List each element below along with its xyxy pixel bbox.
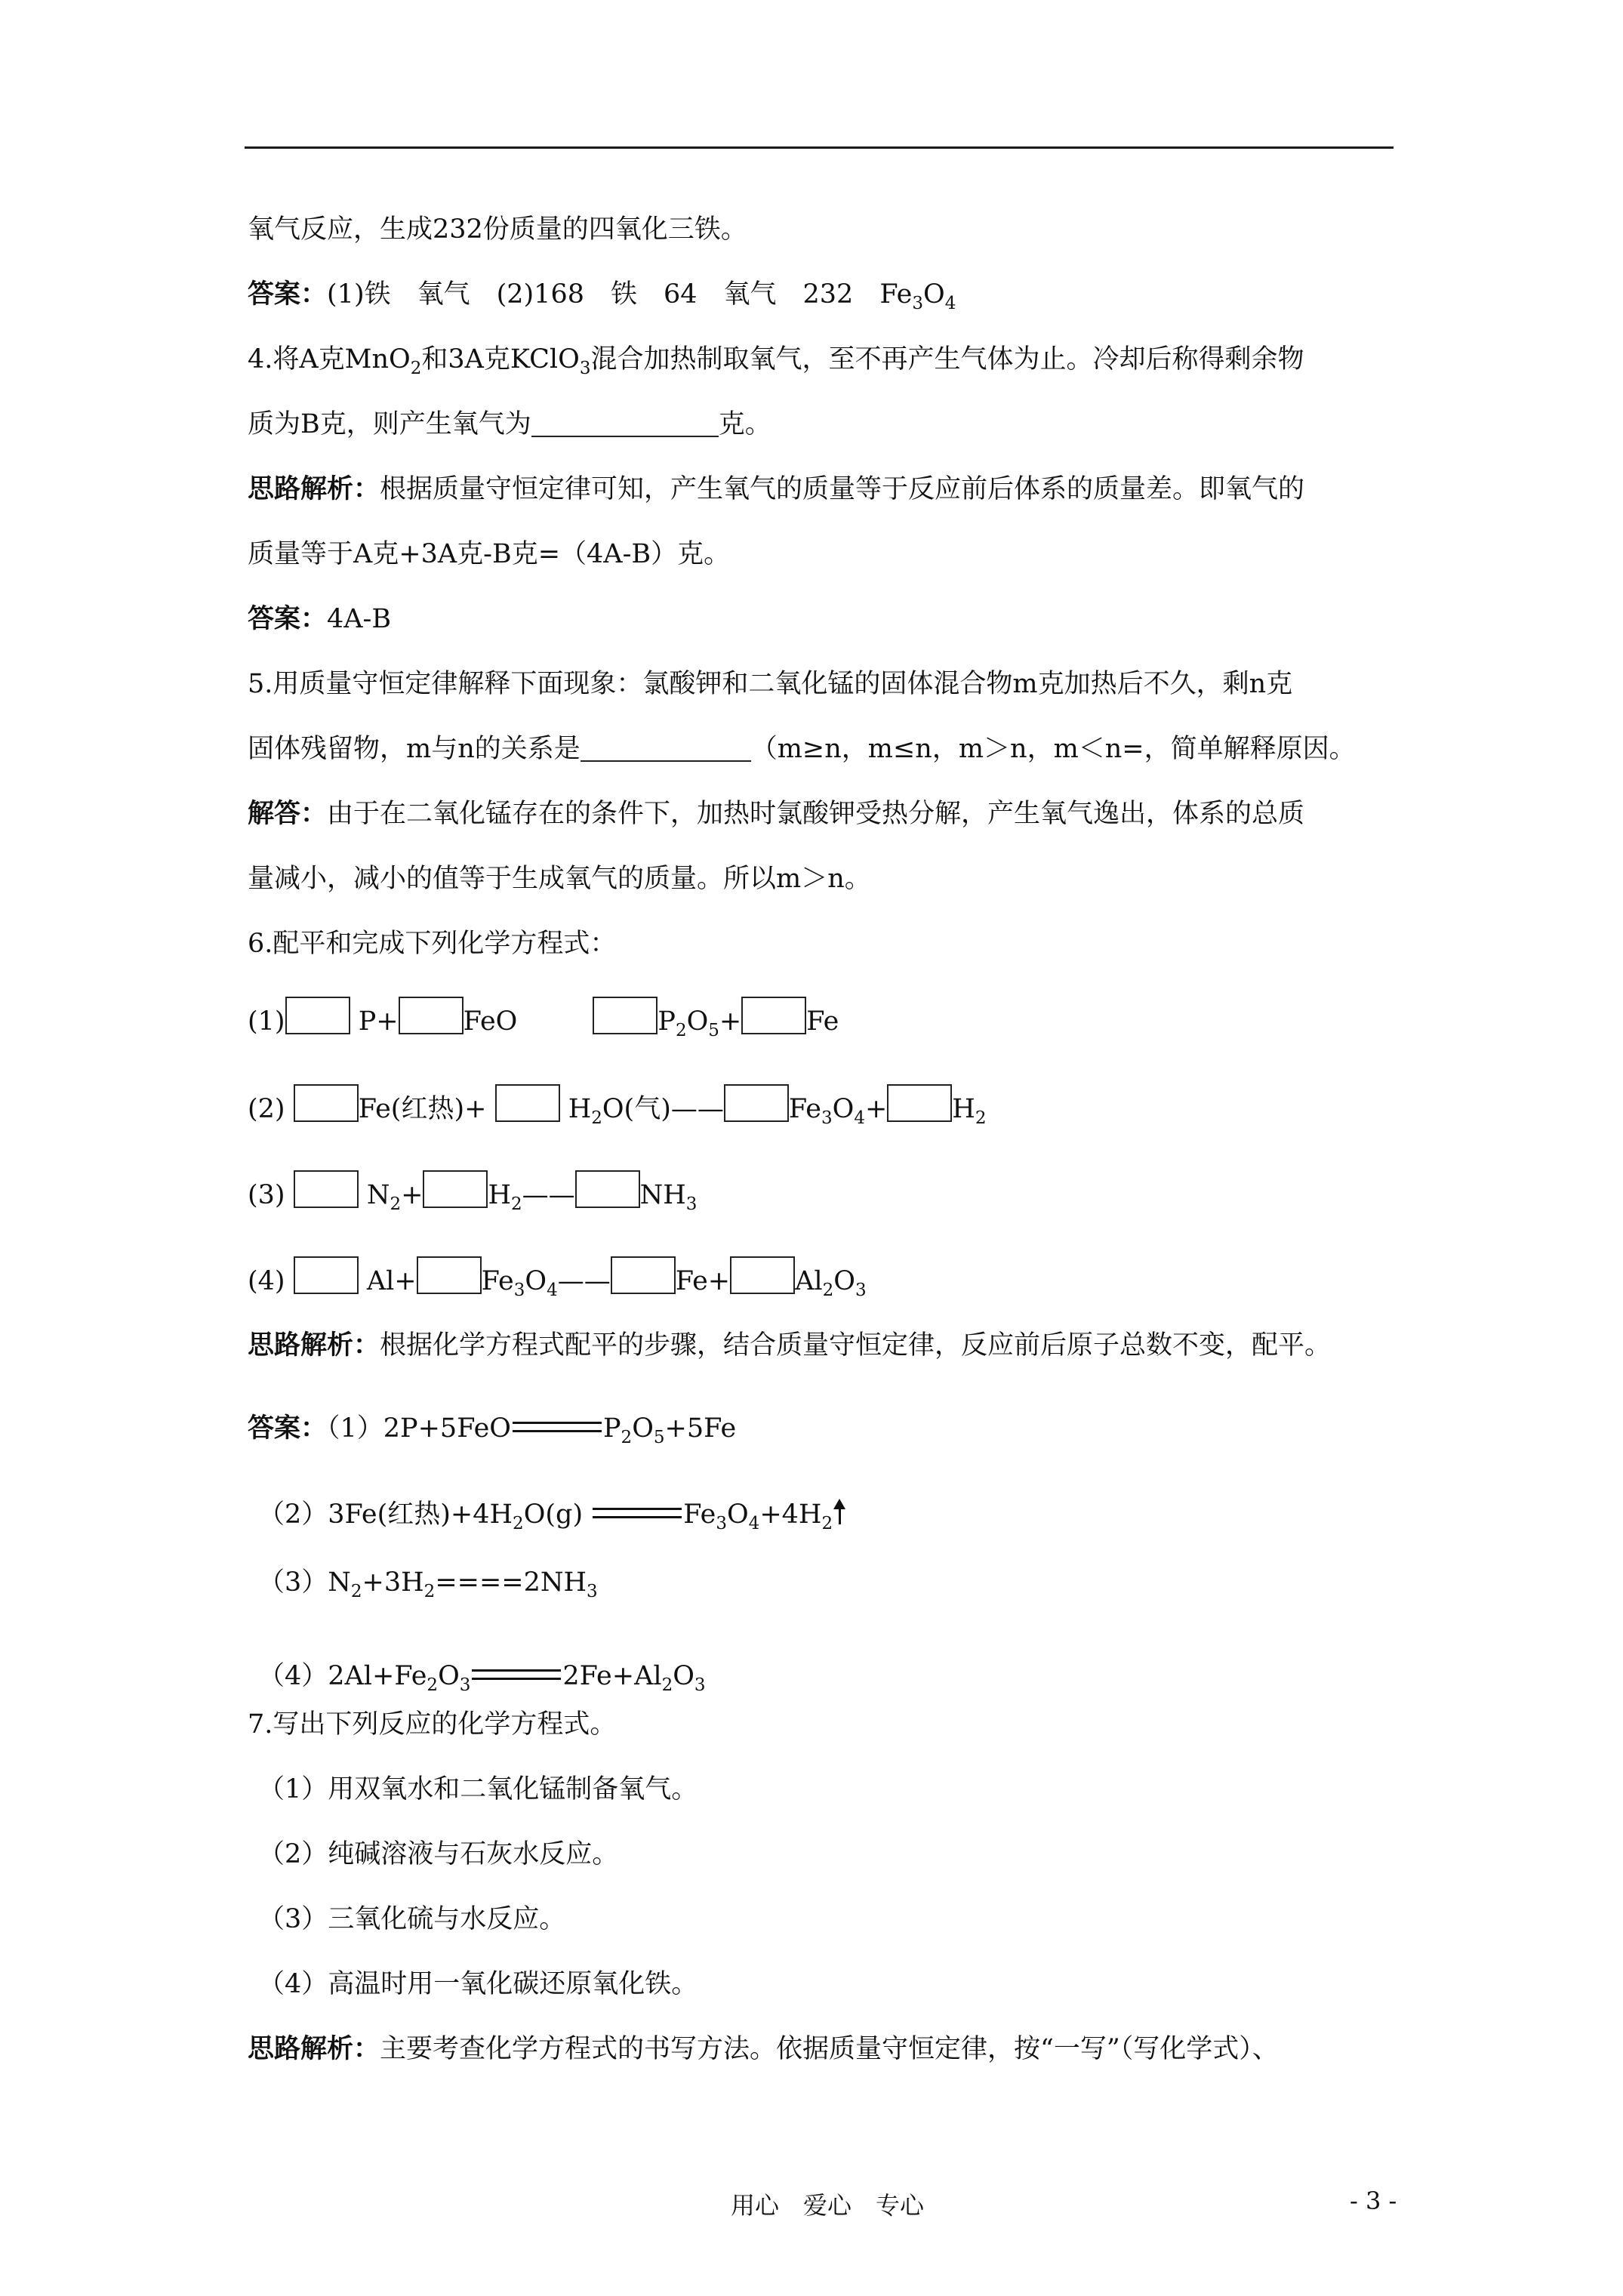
coefficient-box[interactable] [593, 997, 658, 1034]
equals-sign [513, 1422, 602, 1432]
answer-text: (1)铁 氧气 (2)168 铁 64 氧气 232 Fe [327, 279, 913, 310]
q5-part: （m≥n，m≤n，m＞n，m＜n=，简单解释原因。 [750, 734, 1356, 764]
question-4-line1: 4.将A克MnO$_2$和3A克KClO$_3$混合加热制取氧气，至不再产生气体为止。冷却后称得剩余物 [248, 344, 1304, 378]
equation-4: (4) $Al+ Fe_3O_4——$ $Fe+ Al_2O_3$ [248, 1256, 867, 1299]
answer-6-1: 答案：（1）2P+5FeO $P_2O_5+5Fe$ [248, 1413, 737, 1447]
analysis-text: 根据质量守恒定律可知，产生氧气的质量等于反应前后体系的质量差。即氧气的 [380, 474, 1305, 504]
answer-4 [248, 601, 391, 637]
coefficient-box[interactable] [887, 1084, 952, 1122]
analysis-4 [248, 471, 1304, 507]
answer-3: 答案：(1)铁 氧气 (2)168 铁 64 氧气 232 $Fe_3O_4$ [248, 279, 956, 313]
text-line: 氧气反应，生成232份质量的四氧化三铁。 [248, 214, 747, 245]
solution-5-cont: 量减小，减小的值等于生成氧气的质量。所以m＞n。 [248, 864, 871, 894]
analysis-label: 思路解析： [248, 474, 380, 504]
coefficient-box[interactable] [417, 1256, 482, 1294]
q4-part: 质为B克，则产生氧气为 [248, 409, 531, 439]
coefficient-box[interactable] [495, 1084, 560, 1122]
header-rule [245, 146, 1394, 149]
coefficient-box[interactable] [741, 997, 806, 1034]
coefficient-box[interactable] [285, 997, 350, 1034]
answer-6-3: $(3)N_2+3H_2====2NH_3$ [258, 1567, 598, 1601]
equation-1: (1) P+ FeO $P_2O_5+ Fe$ [248, 997, 839, 1040]
question-5-line1: 5.用质量守恒定律解释下面现象：氯酸钾和二氧化锰的固体混合物m克加热后不久，剩n克 [248, 669, 1293, 699]
answer-6-4: $(4)2Al+Fe_2O_3$ $2Fe+Al_2O_3$ [258, 1661, 706, 1695]
q4-part: 混合加热制取氧气，至不再产生气体为止。冷却后称得剩余物 [590, 344, 1304, 374]
coefficient-box[interactable] [294, 1256, 359, 1294]
coefficient-box[interactable] [611, 1256, 676, 1294]
analysis-text: 主要考查化学方程式的书写方法。依据质量守恒定律，按“一写”（写化学式）、 [380, 2034, 1279, 2064]
answer-6-2: （2）3Fe(红热)$+4H_2O(g)$ $Fe_3O_4+4H_2$ [258, 1496, 841, 1533]
analysis-7 [248, 2031, 1279, 2067]
question-7-4: （4）高温时用一氧化碳还原氧化铁。 [258, 1969, 698, 1999]
answer-label: 答案： [248, 604, 328, 634]
answer-label: 答案： [248, 279, 328, 310]
analysis-text: 根据化学方程式配平的步骤，结合质量守恒定律，反应前后原子总数不变，配平。 [380, 1330, 1332, 1361]
coefficient-box[interactable] [423, 1170, 488, 1208]
answer-blank[interactable] [531, 410, 719, 437]
q4-part: 4.将A克MnO [248, 344, 411, 374]
question-6: 6.配平和完成下列化学方程式： [248, 929, 617, 959]
q5-part: 固体残留物，m与n的关系是 [248, 734, 581, 764]
answer-label: 答案： [248, 1413, 328, 1444]
question-7-1: （1）用双氧水和二氧化锰制备氧气。 [258, 1774, 698, 1804]
coefficient-box[interactable] [730, 1256, 795, 1294]
question-7-2: （2）纯碱溶液与石灰水反应。 [258, 1839, 619, 1869]
answer-blank[interactable] [581, 735, 751, 762]
footer-slogan: 用心 爱心 专心 [731, 2191, 925, 2220]
coefficient-box[interactable] [399, 997, 463, 1034]
question-7: 7.写出下列反应的化学方程式。 [248, 1709, 617, 1740]
solution-text: 由于在二氧化锰存在的条件下，加热时氯酸钾受热分解，产生氧气逸出，体系的总质 [327, 799, 1305, 829]
coefficient-box[interactable] [294, 1170, 359, 1208]
solution-label: 解答： [248, 799, 328, 829]
question-5-line2 [248, 731, 1356, 767]
q4-part: 和3A克KClO [421, 344, 580, 374]
coefficient-box[interactable] [575, 1170, 640, 1208]
question-7-3: （3）三氧化硫与水反应。 [258, 1904, 566, 1934]
equals-sign [593, 1508, 682, 1518]
answer-text: 4A-B [327, 604, 392, 634]
solution-5 [248, 796, 1304, 832]
coefficient-box[interactable] [724, 1084, 789, 1122]
equation-2: (2) Fe(红热)+ $H_2O$(气)—— $Fe_3O_4+ H_2$ [248, 1084, 986, 1127]
up-arrow-icon [839, 1502, 841, 1524]
equation-3: (3) $N_2+$ $H_2——$ $NH_3$ [248, 1170, 697, 1213]
page-number: - 3 - [1350, 2187, 1397, 2215]
coefficient-box[interactable] [294, 1084, 359, 1122]
analysis-4-cont: 质量等于A克+3A克-B克=（4A-B）克。 [248, 539, 731, 569]
q4-part: 克。 [718, 409, 771, 439]
question-4-line2 [248, 406, 771, 442]
analysis-6 [248, 1327, 1331, 1364]
analysis-label: 思路解析： [248, 2034, 380, 2064]
equals-sign [472, 1669, 561, 1680]
analysis-label: 思路解析： [248, 1330, 380, 1361]
